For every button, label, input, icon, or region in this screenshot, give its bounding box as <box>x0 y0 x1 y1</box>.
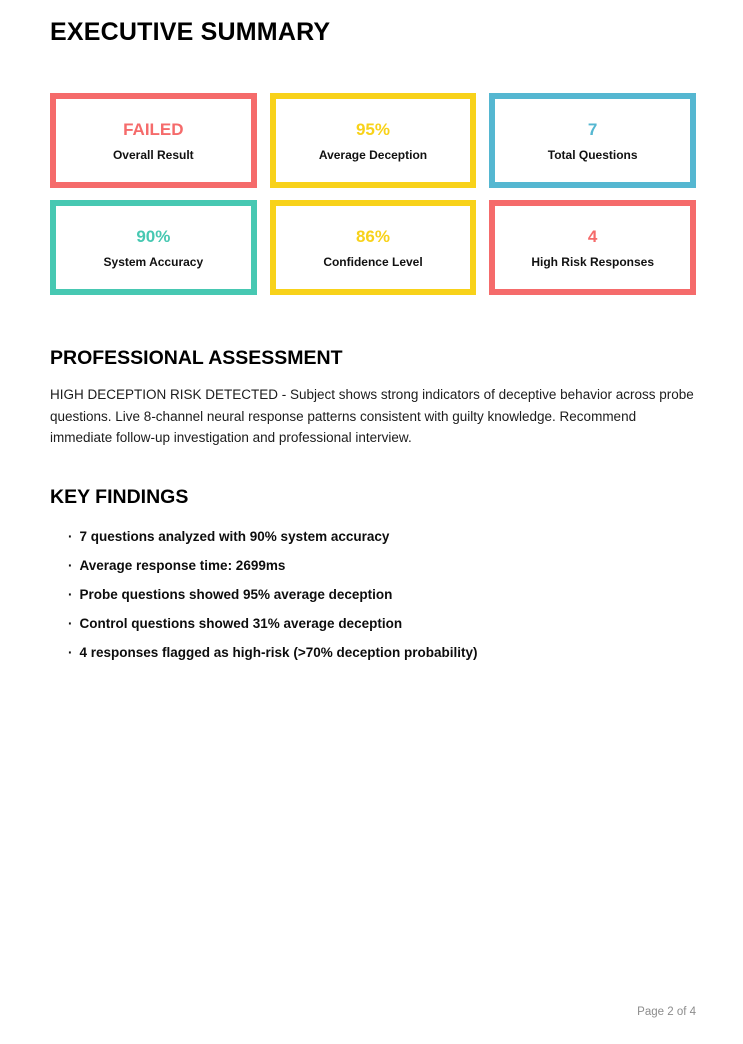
stat-value: 7 <box>587 119 598 139</box>
key-finding-text: Probe questions showed 95% average deception <box>79 586 393 602</box>
page-title: EXECUTIVE SUMMARY <box>50 18 331 46</box>
assessment-body-text: HIGH DECEPTION RISK DETECTED - Subject shows strong indicators of deceptive behavior across probe questions. Live 8-channel neural response patterns consistent with guilty knowledge. Recommend immediate follow-up investigation and professional interview. <box>50 387 694 445</box>
stat-card-confidence-level <box>270 200 477 295</box>
stat-label: High Risk Responses <box>531 254 655 269</box>
stat-value: FAILED <box>123 119 184 139</box>
key-findings-section-heading: KEY FINDINGS <box>50 485 189 508</box>
bullet-icon: · <box>68 528 73 544</box>
stat-card-total-questions <box>489 93 696 188</box>
stat-value: 90% <box>136 226 171 246</box>
key-finding-item <box>68 646 696 660</box>
bullet-icon: · <box>68 644 73 660</box>
stat-label: Total Questions <box>547 147 638 162</box>
key-finding-text: Average response time: 2699ms <box>79 557 286 573</box>
bullet-icon: · <box>68 586 73 602</box>
page-number-label: Page 2 of 4 <box>637 1006 696 1018</box>
stat-value: 86% <box>355 226 390 246</box>
key-finding-item <box>68 530 696 544</box>
bullet-icon: · <box>68 615 73 631</box>
assessment-section-heading: PROFESSIONAL ASSESSMENT <box>50 347 343 369</box>
stat-label: Confidence Level <box>323 254 423 269</box>
stat-label: System Accuracy <box>103 254 204 269</box>
key-finding-item <box>68 617 696 631</box>
stat-card-system-accuracy <box>50 200 257 295</box>
key-findings-list <box>50 530 696 660</box>
stat-value: 95% <box>355 119 390 139</box>
stat-label: Overall Result <box>112 147 194 162</box>
key-finding-item <box>68 559 696 573</box>
key-finding-text: 7 questions analyzed with 90% system accuracy <box>79 528 390 544</box>
bullet-icon: · <box>68 557 73 573</box>
stat-card-overall-result <box>50 93 257 188</box>
key-finding-item <box>68 588 696 602</box>
stat-label: Average Deception <box>318 147 428 162</box>
stat-value: 4 <box>587 226 598 246</box>
key-finding-text: 4 responses flagged as high-risk (>70% deception probability) <box>79 644 478 660</box>
key-finding-text: Control questions showed 31% average deception <box>79 615 403 631</box>
summary-stat-cards <box>50 93 696 295</box>
stat-card-average-deception <box>270 93 477 188</box>
stat-card-high-risk-responses <box>489 200 696 295</box>
